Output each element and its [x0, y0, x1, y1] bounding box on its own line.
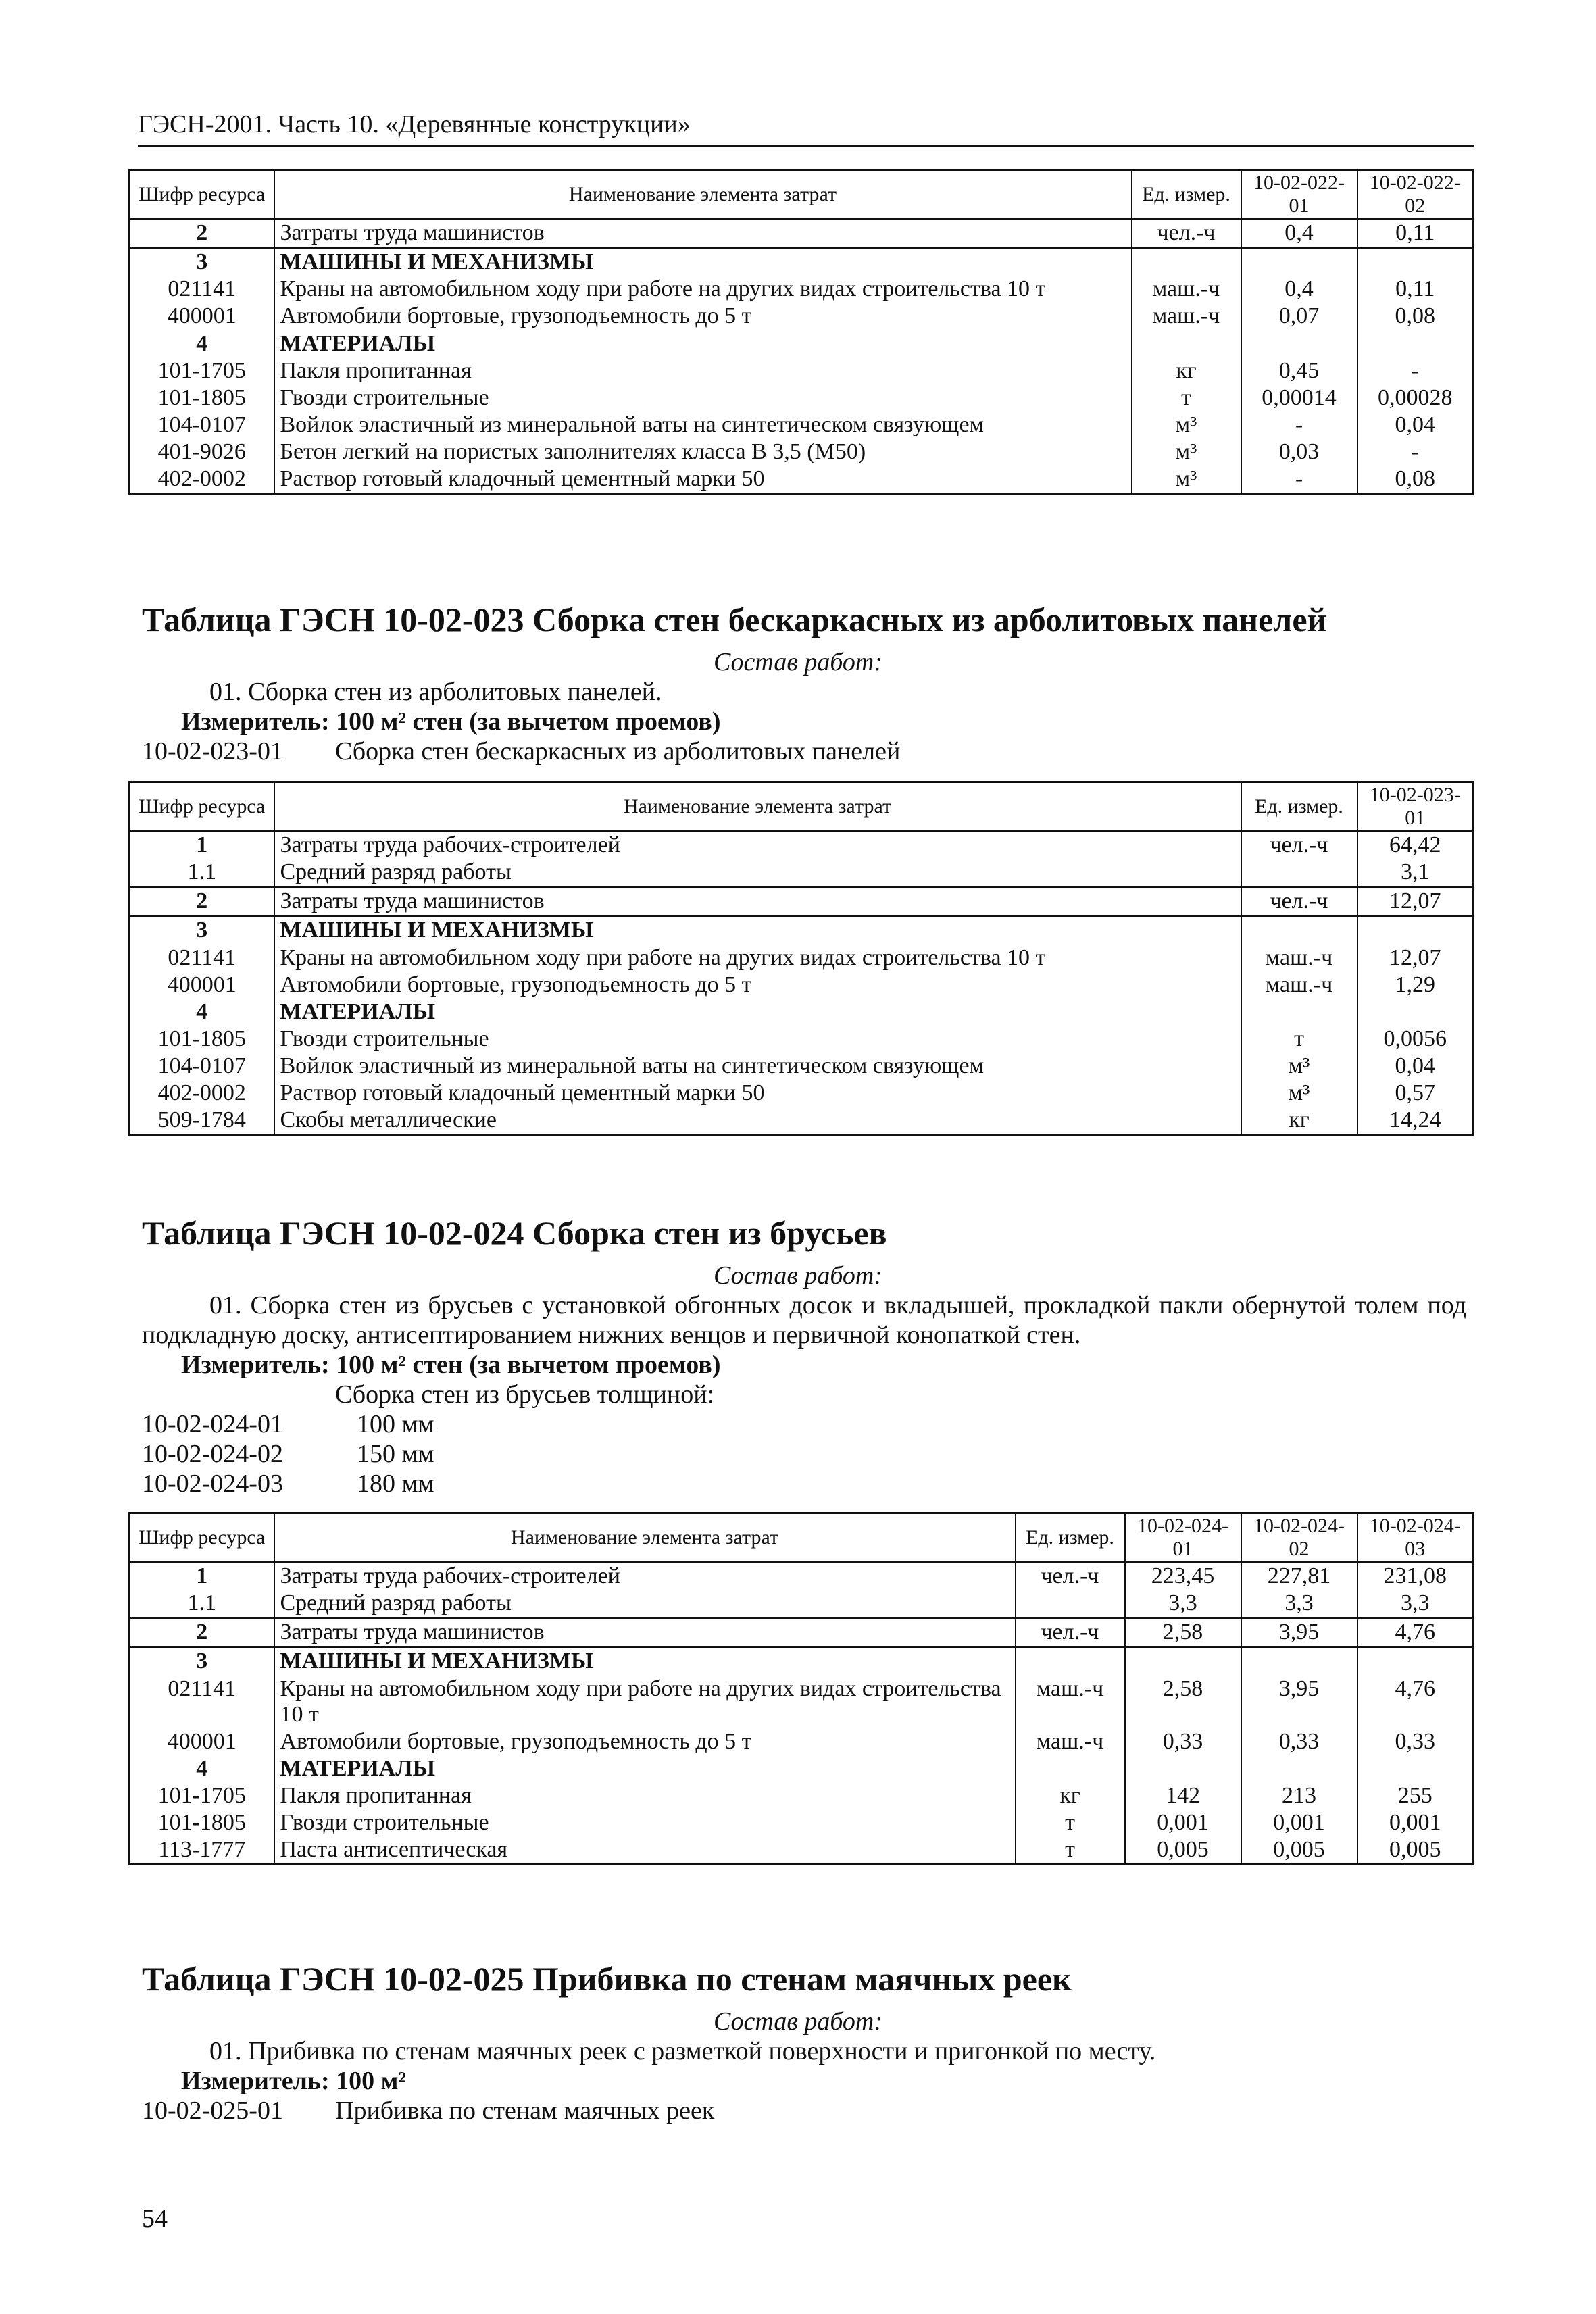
cell-unit [1132, 330, 1241, 357]
cell-unit: м³ [1132, 438, 1241, 466]
cell-unit: т [1132, 384, 1241, 411]
cell-value: 0,00014 [1241, 384, 1357, 411]
cell-unit: чел.-ч [1016, 1618, 1125, 1647]
cell-code: 1.1 [130, 1590, 274, 1618]
cell-value [1241, 248, 1357, 276]
section-024-work-label: Состав работ: [713, 1261, 883, 1290]
cell-value: 0,4 [1241, 276, 1357, 303]
cell-unit: чел.-ч [1241, 887, 1357, 916]
cell-name: Гвозди строительные [274, 1809, 1016, 1836]
cell-value: 0,33 [1357, 1728, 1474, 1755]
cell-value: 12,07 [1357, 887, 1474, 916]
header-rule [138, 145, 1474, 147]
page-number: 54 [142, 2205, 168, 2233]
table-row [130, 859, 1474, 887]
section-024-code-2: 10-02-024-02 [142, 1440, 283, 1468]
cell-value: 0,001 [1125, 1809, 1241, 1836]
cell-name: Автомобили бортовые, грузоподъемность до 5 т [274, 972, 1241, 999]
table-row [130, 1618, 1474, 1647]
cell-name: Скобы металлические [274, 1107, 1241, 1135]
cell-unit [1016, 1590, 1125, 1618]
table-header-row [130, 782, 1474, 831]
cell-value: 0,005 [1357, 1836, 1474, 1865]
cell-code: 101-1805 [130, 384, 274, 411]
cell-unit: маш.-ч [1132, 276, 1241, 303]
section-025-title: Таблица ГЭСН 10-02-025 Прибивка по стенам маячных реек [142, 1960, 1072, 1998]
cell-value: - [1241, 411, 1357, 438]
table-10-02-024 [128, 1512, 1474, 1865]
cell-value: 14,24 [1357, 1107, 1474, 1135]
cell-value [1125, 1755, 1241, 1782]
table-row [130, 1590, 1474, 1618]
column-header: 10-02-023-01 [1357, 782, 1474, 831]
cell-value [1357, 916, 1474, 945]
table-row [130, 219, 1474, 248]
section-024-desc-1: 100 мм [357, 1410, 434, 1438]
table-row [130, 330, 1474, 357]
column-header: Шифр ресурса [130, 782, 274, 831]
table-row [130, 1647, 1474, 1676]
cell-unit: т [1016, 1809, 1125, 1836]
column-header: Шифр ресурса [130, 170, 274, 219]
cell-unit: маш.-ч [1241, 972, 1357, 999]
cell-name: Затраты труда машинистов [274, 887, 1241, 916]
cell-unit: м³ [1132, 411, 1241, 438]
cell-name: Войлок эластичный из минеральной ваты на синтетическом связующем [274, 1053, 1241, 1080]
cell-unit: чел.-ч [1016, 1562, 1125, 1590]
cell-value: 231,08 [1357, 1562, 1474, 1590]
cell-name: МАШИНЫ И МЕХАНИЗМЫ [274, 916, 1241, 945]
cell-code: 101-1705 [130, 357, 274, 384]
cell-name: МАТЕРИАЛЫ [274, 330, 1132, 357]
cell-unit: т [1016, 1836, 1125, 1865]
cell-name: Автомобили бортовые, грузоподъемность до 5 т [274, 1728, 1016, 1755]
cell-value: 4,76 [1357, 1618, 1474, 1647]
table-row [130, 1755, 1474, 1782]
table-row [130, 411, 1474, 438]
cell-code: 101-1805 [130, 1026, 274, 1053]
table-row [130, 1836, 1474, 1865]
section-024-desc-3: 180 мм [357, 1469, 434, 1498]
cell-value [1125, 1647, 1241, 1676]
cell-name: Краны на автомобильном ходу при работе на других видах строительства 10 т [274, 276, 1132, 303]
section-023-work: 01. Сборка стен из арболитовых панелей. [209, 678, 662, 706]
cell-value: 3,3 [1241, 1590, 1357, 1618]
column-header: Ед. измер. [1132, 170, 1241, 219]
column-header: Ед. измер. [1016, 1513, 1125, 1562]
cell-name: Средний разряд работы [274, 1590, 1016, 1618]
cell-name: Затраты труда машинистов [274, 1618, 1016, 1647]
cell-value [1241, 330, 1357, 357]
cell-name: Затраты труда машинистов [274, 219, 1132, 248]
table-row [130, 1562, 1474, 1590]
table-row [130, 999, 1474, 1026]
cell-code: 402-0002 [130, 1080, 274, 1107]
section-025-meter: Измеритель: 100 м² [181, 2067, 406, 2095]
column-header: Шифр ресурса [130, 1513, 274, 1562]
cell-code: 400001 [130, 1728, 274, 1755]
table-row [130, 916, 1474, 945]
cell-code: 402-0002 [130, 466, 274, 494]
cell-unit [1241, 859, 1357, 887]
section-024-code-3: 10-02-024-03 [142, 1469, 283, 1498]
cell-value: 1,29 [1357, 972, 1474, 999]
table-10-02-022 [128, 169, 1474, 495]
cell-unit [1016, 1755, 1125, 1782]
cell-value: 227,81 [1241, 1562, 1357, 1590]
section-025-work: 01. Прибивка по стенам маячных реек с разметкой поверхности и пригонкой по месту. [209, 2037, 1156, 2065]
cell-name: Краны на автомобильном ходу при работе на других видах строительства 10 т [274, 945, 1241, 972]
cell-unit: кг [1132, 357, 1241, 384]
cell-name: Пакля пропитанная [274, 1782, 1016, 1809]
cell-code: 1 [130, 831, 274, 859]
cell-value: 12,07 [1357, 945, 1474, 972]
cell-value: 0,001 [1241, 1809, 1357, 1836]
column-header: 10-02-022-01 [1241, 170, 1357, 219]
table-header-row [130, 170, 1474, 219]
table-row [130, 1107, 1474, 1135]
table-row [130, 248, 1474, 276]
section-023-title: Таблица ГЭСН 10-02-023 Сборка стен бескаркасных из арболитовых панелей [142, 601, 1327, 638]
table-row [130, 438, 1474, 466]
column-header: Ед. измер. [1241, 782, 1357, 831]
cell-unit: маш.-ч [1016, 1728, 1125, 1755]
cell-value: 0,57 [1357, 1080, 1474, 1107]
table-row [130, 945, 1474, 972]
column-header: Наименование элемента затрат [274, 782, 1241, 831]
cell-code: 2 [130, 1618, 274, 1647]
cell-unit: кг [1241, 1107, 1357, 1135]
cell-code: 101-1805 [130, 1809, 274, 1836]
cell-code: 3 [130, 916, 274, 945]
cell-code: 401-9026 [130, 438, 274, 466]
cell-value: - [1241, 466, 1357, 494]
cell-value: 0,08 [1357, 466, 1474, 494]
cell-unit: чел.-ч [1132, 219, 1241, 248]
cell-value [1357, 330, 1474, 357]
table-header-row [130, 1513, 1474, 1562]
cell-name: Затраты труда рабочих-строителей [274, 1562, 1016, 1590]
cell-code: 101-1705 [130, 1782, 274, 1809]
cell-code: 400001 [130, 972, 274, 999]
table-row [130, 303, 1474, 330]
cell-value [1241, 1647, 1357, 1676]
cell-value: 0,005 [1125, 1836, 1241, 1865]
cell-code: 3 [130, 248, 274, 276]
column-header: 10-02-024-01 [1125, 1513, 1241, 1562]
cell-value: 213 [1241, 1782, 1357, 1809]
section-023-code-desc: Сборка стен бескаркасных из арболитовых панелей [335, 737, 901, 765]
cell-value: 0,11 [1357, 276, 1474, 303]
cell-name: Средний разряд работы [274, 859, 1241, 887]
cell-value: 3,1 [1357, 859, 1474, 887]
cell-value: 255 [1357, 1782, 1474, 1809]
cell-code: 3 [130, 1647, 274, 1676]
cell-value: 0,0056 [1357, 1026, 1474, 1053]
cell-value: 0,08 [1357, 303, 1474, 330]
column-header: Наименование элемента затрат [274, 170, 1132, 219]
cell-code: 021141 [130, 276, 274, 303]
cell-code: 509-1784 [130, 1107, 274, 1135]
table-row [130, 1676, 1474, 1728]
column-header: Наименование элемента затрат [274, 1513, 1016, 1562]
table-row [130, 1809, 1474, 1836]
column-header: 10-02-022-02 [1357, 170, 1474, 219]
section-024-work: 01. Сборка стен из брусьев с установкой обгонных досок и вкладышей, прокладкой пакли обернутой толем под подкладную доску, антисептированием нижних венцов и первичной конопаткой стен. [142, 1291, 1466, 1350]
cell-value [1357, 1647, 1474, 1676]
table-row [130, 384, 1474, 411]
cell-value [1357, 1755, 1474, 1782]
cell-value: 64,42 [1357, 831, 1474, 859]
cell-code: 400001 [130, 303, 274, 330]
cell-value: 3,3 [1125, 1590, 1241, 1618]
section-025-code: 10-02-025-01 [142, 2096, 283, 2125]
cell-unit: маш.-ч [1241, 945, 1357, 972]
cell-value: 3,3 [1357, 1590, 1474, 1618]
table-row [130, 1782, 1474, 1809]
section-025-work-label: Состав работ: [713, 2007, 883, 2036]
cell-value: 0,005 [1241, 1836, 1357, 1865]
cell-value: 0,04 [1357, 411, 1474, 438]
cell-unit [1241, 999, 1357, 1026]
page-header: ГЭСН-2001. Часть 10. «Деревянные конструкции» [138, 110, 691, 139]
cell-code: 1 [130, 1562, 274, 1590]
cell-unit: маш.-ч [1132, 303, 1241, 330]
cell-value: 0,33 [1125, 1728, 1241, 1755]
cell-name: Краны на автомобильном ходу при работе на других видах строительства 10 т [274, 1676, 1016, 1728]
table-row [130, 1026, 1474, 1053]
section-024-desc-2: 150 мм [357, 1440, 434, 1468]
cell-value: - [1357, 438, 1474, 466]
cell-name: Автомобили бортовые, грузоподъемность до 5 т [274, 303, 1132, 330]
table-10-02-023 [128, 781, 1474, 1136]
cell-code: 4 [130, 1755, 274, 1782]
cell-value: 142 [1125, 1782, 1241, 1809]
cell-unit [1016, 1647, 1125, 1676]
section-024-intro: Сборка стен из брусьев толщиной: [335, 1380, 715, 1409]
cell-value: 2,58 [1125, 1618, 1241, 1647]
section-024-code-1: 10-02-024-01 [142, 1410, 283, 1438]
cell-code: 021141 [130, 1676, 274, 1728]
cell-code: 1.1 [130, 859, 274, 887]
cell-value: 3,95 [1241, 1676, 1357, 1728]
cell-unit [1132, 248, 1241, 276]
cell-unit: маш.-ч [1016, 1676, 1125, 1728]
cell-name: Пакля пропитанная [274, 357, 1132, 384]
table-row [130, 276, 1474, 303]
cell-value: 2,58 [1125, 1676, 1241, 1728]
cell-code: 2 [130, 219, 274, 248]
table-row [130, 972, 1474, 999]
column-header: 10-02-024-02 [1241, 1513, 1357, 1562]
table-row [130, 831, 1474, 859]
cell-value: 3,95 [1241, 1618, 1357, 1647]
cell-name: МАШИНЫ И МЕХАНИЗМЫ [274, 1647, 1016, 1676]
cell-value: - [1357, 357, 1474, 384]
cell-unit: м³ [1241, 1053, 1357, 1080]
cell-name: Гвозди строительные [274, 1026, 1241, 1053]
cell-value [1241, 1755, 1357, 1782]
cell-name: Войлок эластичный из минеральной ваты на синтетическом связующем [274, 411, 1132, 438]
cell-code: 2 [130, 887, 274, 916]
cell-value: 4,76 [1357, 1676, 1474, 1728]
cell-code: 104-0107 [130, 411, 274, 438]
cell-name: МАТЕРИАЛЫ [274, 999, 1241, 1026]
table-row [130, 887, 1474, 916]
cell-unit: м³ [1241, 1080, 1357, 1107]
cell-value [1357, 999, 1474, 1026]
cell-value: 0,11 [1357, 219, 1474, 248]
cell-value: 0,07 [1241, 303, 1357, 330]
cell-code: 104-0107 [130, 1053, 274, 1080]
section-025-code-desc: Прибивка по стенам маячных реек [335, 2096, 715, 2125]
cell-value: 0,33 [1241, 1728, 1357, 1755]
cell-name: Гвозди строительные [274, 384, 1132, 411]
cell-value: 0,03 [1241, 438, 1357, 466]
table-row [130, 1728, 1474, 1755]
cell-name: Бетон легкий на пористых заполнителях класса В 3,5 (М50) [274, 438, 1132, 466]
table-row [130, 1053, 1474, 1080]
cell-code: 4 [130, 999, 274, 1026]
cell-name: Раствор готовый кладочный цементный марки 50 [274, 466, 1132, 494]
cell-name: Затраты труда рабочих-строителей [274, 831, 1241, 859]
cell-unit: м³ [1132, 466, 1241, 494]
cell-value [1357, 248, 1474, 276]
cell-value: 0,04 [1357, 1053, 1474, 1080]
cell-name: МАШИНЫ И МЕХАНИЗМЫ [274, 248, 1132, 276]
cell-name: Паста антисептическая [274, 1836, 1016, 1865]
cell-unit: т [1241, 1026, 1357, 1053]
section-023-code: 10-02-023-01 [142, 737, 283, 765]
table-row [130, 1080, 1474, 1107]
cell-code: 4 [130, 330, 274, 357]
cell-value: 0,4 [1241, 219, 1357, 248]
cell-code: 021141 [130, 945, 274, 972]
cell-name: Раствор готовый кладочный цементный марки 50 [274, 1080, 1241, 1107]
cell-unit [1241, 916, 1357, 945]
cell-name: МАТЕРИАЛЫ [274, 1755, 1016, 1782]
table-row [130, 357, 1474, 384]
section-023-work-label: Состав работ: [713, 648, 883, 676]
cell-value: 0,00028 [1357, 384, 1474, 411]
table-row [130, 466, 1474, 494]
cell-code: 113-1777 [130, 1836, 274, 1865]
section-024-meter: Измеритель: 100 м² стен (за вычетом проемов) [181, 1351, 721, 1379]
section-024-title: Таблица ГЭСН 10-02-024 Сборка стен из брусьев [142, 1214, 887, 1252]
column-header: 10-02-024-03 [1357, 1513, 1474, 1562]
cell-unit: кг [1016, 1782, 1125, 1809]
cell-value: 223,45 [1125, 1562, 1241, 1590]
cell-value: 0,45 [1241, 357, 1357, 384]
cell-value: 0,001 [1357, 1809, 1474, 1836]
cell-unit: чел.-ч [1241, 831, 1357, 859]
section-023-meter: Измеритель: 100 м² стен (за вычетом проемов) [181, 707, 721, 736]
